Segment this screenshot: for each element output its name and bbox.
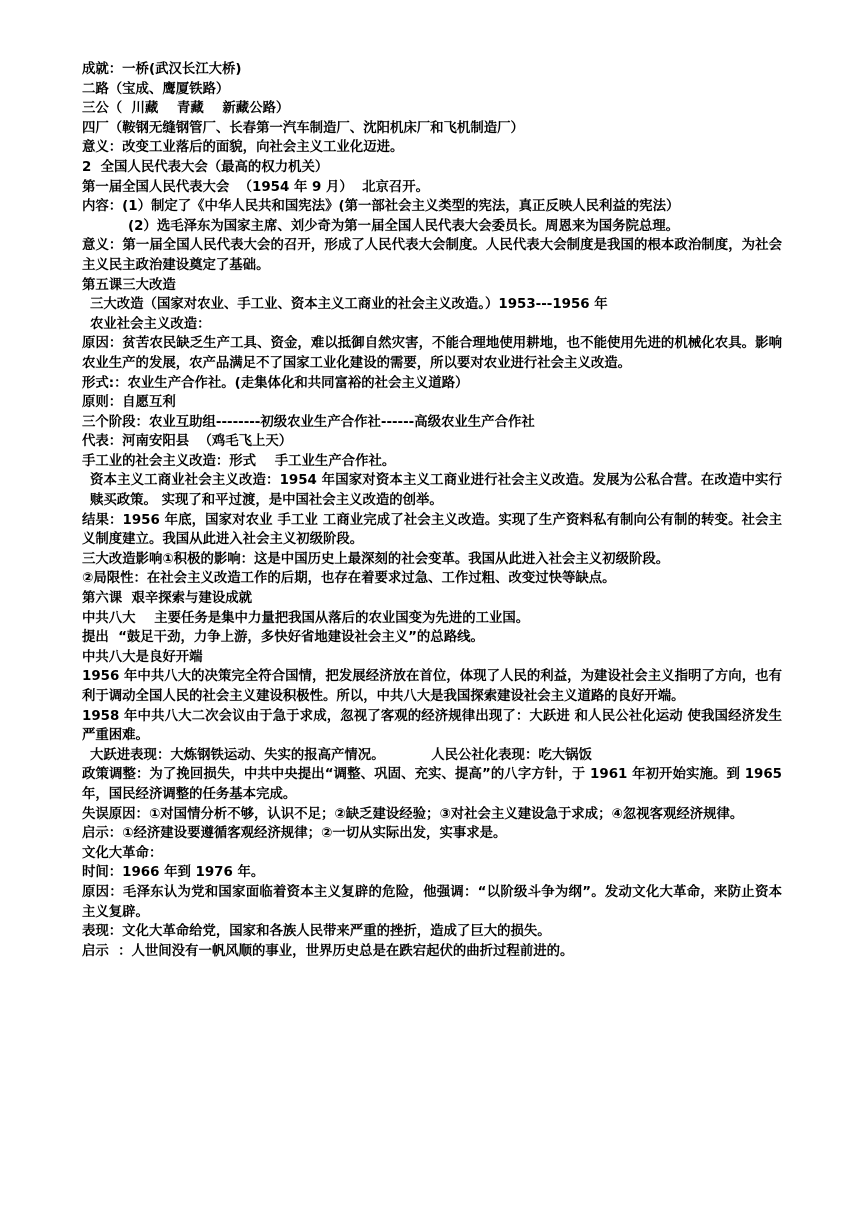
text-line: ②局限性：在社会主义改造工作的后期，也存在着要求过急、工作过粗、改变过快等缺点。 [82,571,616,587]
text-line: 农业社会主义改造： [90,316,211,332]
text-line: 大跃进表现：大炼钢铁运动、失实的报高产情况。 人民公社化表现：吃大锅饭 [90,747,592,763]
paragraph: 失误原因：①对国情分析不够，认识不足；②缺乏建设经验；③对社会主义建设急于求成；④忽视客观经济规律。 [82,806,744,822]
lesson-heading: 第六课 艰辛探索与建设成就 [82,591,253,607]
document-page [82,60,782,961]
lesson-heading: 第五课三大改造 [82,277,176,293]
text-line: 二路（宝成、鹰厦铁路） [82,81,230,97]
paragraph: 1958 年中共八大二次会议由于急于求成，忽视了客观的经济规律出现了：大跃进 和人民公社化运动 使我国经济发生严重困难。 [82,708,782,744]
text-line: (2）选毛泽东为国家主席、刘少奇为第一届全国人民代表大会委员长。周恩来为国务院总理。 [128,218,680,234]
paragraph: 政策调整：为了挽回损失，中共中央提出“调整、巩固、充实、提高”的八字方针，于 1961 年初开始实施。到 1965 年，国民经济调整的任务基本完成。 [82,767,782,802]
paragraph: 原因：毛泽东认为党和国家面临着资本主义复辟的危险，他强调：“以阶级斗争为纲”。发动文化大革命，来防止资本主义复辟。 [82,884,782,920]
text-line: 文化大革命： [82,845,163,861]
text-line: 表现：文化大革命给党，国家和各族人民带来严重的挫折，造成了巨大的损失。 [82,924,551,940]
text-line: 启示 ：人世间没有一帆风顺的事业，世界历史总是在跌宕起伏的曲折过程前进的。 [82,943,574,959]
text-line: 时间：1966 年到 1976 年。 [82,865,265,881]
text-line: 第一届全国人民代表大会 （1954 年 9 月） 北京召开。 [82,179,430,195]
text-line: 提出 “鼓足干劲，力争上游，多快好省地建设社会主义”的总路线。 [82,630,484,646]
text-line: 中共八大 主要任务是集中力量把我国从落后的农业国变为先进的工业国。 [82,610,530,626]
paragraph: 1956 年中共八大的决策完全符合国情，把发展经济放在首位，体现了人民的利益，为建设社会主义指明了方向，也有利于调动全国人民的社会主义建设积极性。所以，中共八大是我国探索建设社会主义道路的良好开端。 [82,669,782,704]
text-line: 三公（ 川藏 青藏 新藏公路） [82,101,290,117]
section-heading: 2 全国人民代表大会（最高的权力机关） [82,159,329,175]
text-line: 意义：改变工业落后的面貌，向社会主义工业化迈进。 [82,140,404,156]
paragraph: 结果：1956 年底，国家对农业 手工业 工商业完成了社会主义改造。实现了生产资料私有制向公有制的转变。社会主义制度建立。我国从此进入社会主义初级阶段。 [82,512,782,548]
text-line: 手工业的社会主义改造：形式 手工业生产合作社。 [82,453,396,469]
text-line: 原则：自愿互利 [82,395,176,411]
paragraph: 资本主义工商业社会主义改造：1954 年国家对资本主义工商业进行社会主义改造。发展为公私合营。在改造中实行赎买政策。 实现了和平过渡，是中国社会主义改造的创举。 [90,473,782,509]
paragraph: 意义：第一届全国人民代表大会的召开，形成了人民代表大会制度。人民代表大会制度是我国的根本政治制度，为社会主义民主政治建设奠定了基础。 [82,238,782,273]
text-line: 三大改造（国家对农业、手工业、资本主义工商业的社会主义改造。）1953---1956 年 [90,297,608,313]
text-line: 三大改造影响①积极的影响：这是中国历史上最深刻的社会变革。我国从此进入社会主义初级阶段。 [82,551,670,567]
text-line: 中共八大是良好开端 [82,649,203,665]
text-line: 内容：(1）制定了《中华人民共和国宪法》(第一部社会主义类型的宪法，真正反映人民利益的宪法） [82,199,680,215]
text-line: 三个阶段：农业互助组--------初级农业生产合作社------高级农业生产合作社 [82,414,535,430]
paragraph: 原因：贫苦农民缺乏生产工具、资金，难以抵御自然灾害，不能合理地使用耕地，也不能使用先进的机械化农具。影响农业生产的发展，农产品满足不了国家工业化建设的需要，所以要对农业进行社会主义改造。 [82,336,782,371]
text-line: 成就：一桥(武汉长江大桥) [82,62,242,77]
text-line: 四厂（鞍钢无缝钢管厂、长春第一汽车制造厂、沈阳机床厂和飞机制造厂） [82,120,524,136]
text-line: 启示：①经济建设要遵循客观经济规律；②一切从实际出发，实事求是。 [82,826,507,842]
text-line: 代表：河南安阳县 （鸡毛飞上天） [82,434,293,450]
text-line: 形式:：农业生产合作社。(走集体化和共同富裕的社会主义道路） [82,375,469,391]
